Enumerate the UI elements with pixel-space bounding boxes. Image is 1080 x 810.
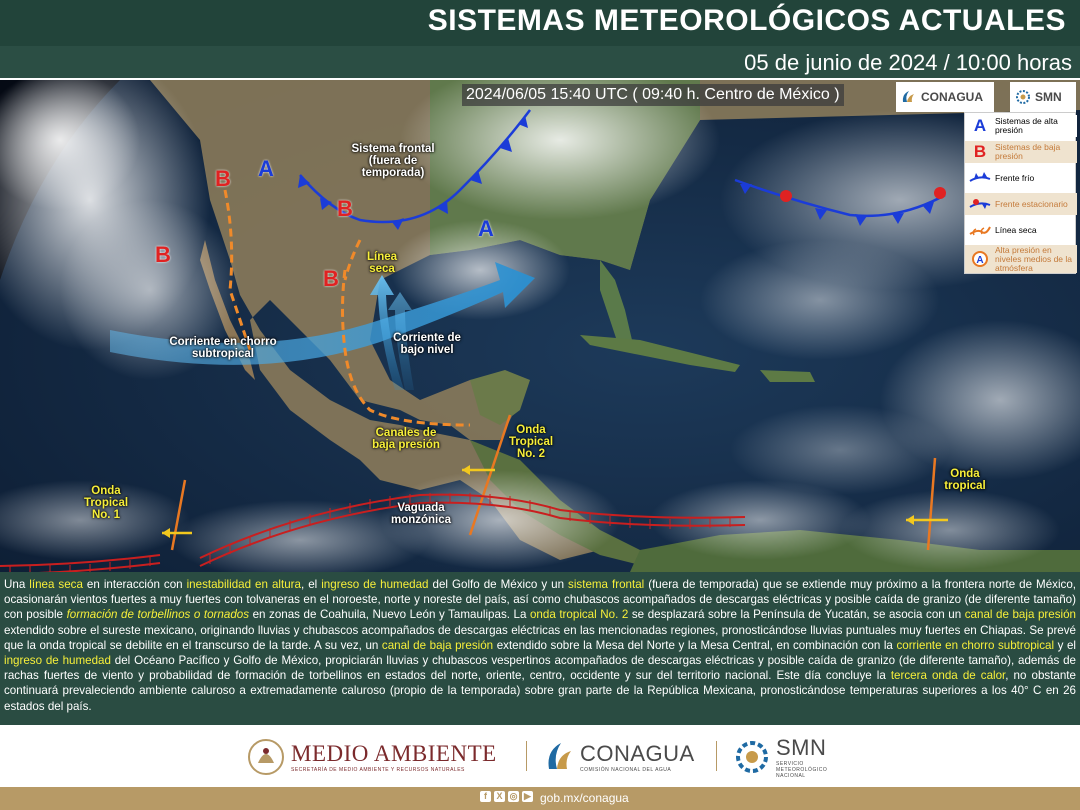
map-legend: [964, 112, 1076, 274]
legend-label: Frente estacionario: [995, 198, 1068, 209]
legend-label: Alta presión en niveles medios de la atmósfera: [995, 244, 1073, 273]
conagua-icon: [900, 88, 918, 106]
divider: [526, 741, 527, 771]
smn-logo-top: [1010, 82, 1076, 112]
page-title: SISTEMAS METEOROLÓGICOS ACTUALES: [427, 4, 1066, 37]
header-bar: [0, 0, 1080, 46]
smn-logo: [733, 737, 836, 777]
conagua-logo: [543, 737, 695, 777]
desc-text: se desplazará sobre la Península de Yucatán, se asocia con un: [628, 608, 965, 622]
conagua-subtext: COMISIÓN NACIONAL DEL AGUA: [580, 767, 672, 773]
medio-ambiente-subtext: SECRETARÍA DE MEDIO AMBIENTE Y RECURSOS NATURALES: [291, 767, 465, 773]
desc-highlight: tercera onda de calor: [890, 669, 1006, 683]
conagua-logo-text: CONAGUA: [921, 90, 983, 104]
label-tropical-wave-atlantic: Onda tropical: [944, 468, 986, 492]
footer-bar: [0, 787, 1080, 810]
svg-text:A: A: [976, 255, 984, 266]
desc-highlight: canal de baja presión: [964, 608, 1076, 622]
legend-item-high: [965, 115, 1077, 137]
desc-highlight: corriente en chorro subtropical: [896, 638, 1055, 652]
smn-icon: [733, 738, 771, 776]
legend-label: Frente frío: [995, 172, 1035, 183]
map-graphic: [0, 80, 1080, 572]
legend-item-upper-high: [965, 245, 1077, 273]
legend-label: Línea seca: [995, 224, 1037, 235]
conagua-logo-top: [896, 82, 994, 112]
legend-item-dry-line: [965, 219, 1077, 241]
desc-text: , no obstante continuará prevaleciendo ambiente caluroso a extremadamente caluroso (propio de la temporada) sobre gran parte de la República Mexicana, pronosticándose temperaturas superiores a los 40° C en 26 estados del país.: [4, 669, 1076, 713]
high-pressure-letter: A: [478, 216, 494, 241]
label-subtropical-jet: Corriente en chorro subtropical: [169, 336, 277, 360]
high-pressure-letter: A: [258, 156, 274, 181]
legend-item-stationary-front: [965, 193, 1077, 215]
low-pressure-letter: B: [337, 196, 353, 221]
label-tropical-wave-2: Onda Tropical No. 2: [508, 424, 554, 460]
youtube-icon[interactable]: ▶: [522, 791, 533, 802]
smn-logo-text: SMN: [1035, 90, 1062, 104]
medio-ambiente-text: MEDIO AMBIENTE: [291, 741, 497, 766]
desc-highlight: onda tropical No. 2: [529, 608, 629, 622]
legend-label: Sistemas de alta presión: [995, 116, 1058, 135]
label-frontal-system: Sistema frontal (fuera de temporada): [351, 143, 435, 179]
desc-text: del Golfo de México y un: [428, 578, 569, 591]
cold-front-icon: [965, 167, 995, 189]
upper-high-icon: [965, 248, 995, 270]
low-pressure-letter: B: [323, 266, 339, 291]
desc-text: extendido sobre la Mesa del Norte y la Mesa Central, en combinación con la: [493, 638, 897, 652]
conagua-text: CONAGUA: [580, 741, 695, 766]
desc-text: en zonas de Coahuila, Nuevo León y Tamaulipas. La: [249, 608, 530, 622]
legend-label: Sistemas de baja presión: [995, 142, 1061, 161]
divider: [716, 741, 717, 771]
conagua-icon: [543, 739, 575, 775]
desc-highlight: sistema frontal: [568, 578, 645, 591]
desc-highlight: formación de torbellinos o tornados: [66, 608, 250, 622]
desc-highlight: canal de baja presión: [381, 638, 494, 652]
dry-line-icon: [965, 219, 995, 241]
desc-highlight: ingreso de humedad: [4, 654, 111, 668]
facebook-icon[interactable]: f: [480, 791, 491, 802]
desc-text: extendido sobre el sureste mexicano, originando lluvias y chubascos acompañados de descargas eléctricas en las mencionadas regiones, pronosticándose lluvias puntuales muy fuertes en Chiapas. Se prevé que la onda tropical se debilite en el transcurso de la tarde. A su vez, un: [4, 623, 1076, 652]
desc-text: Una: [4, 578, 30, 591]
legend-item-cold-front: [965, 167, 1077, 189]
legend-item-low: [965, 141, 1077, 163]
smn-icon: [1014, 88, 1032, 106]
satellite-timestamp: 2024/06/05 15:40 UTC ( 09:40 h. Centro de México ): [462, 84, 844, 106]
label-monsoon-trough: Vaguada monzónica: [390, 502, 452, 526]
low-pressure-symbol: B: [973, 142, 987, 161]
forecast-description: [0, 572, 1080, 725]
label-low-pressure-channels: Canales de baja presión: [372, 427, 440, 451]
high-pressure-symbol: A: [973, 116, 987, 135]
desc-highlight: inestabilidad en altura: [186, 578, 301, 591]
smn-text: SMN: [776, 735, 827, 760]
label-low-level-jet: Corriente de bajo nivel: [393, 332, 461, 356]
desc-text: (fuera de temporada) que se extiende muy próximo a la frontera norte de México, ocasionarán vientos fuertes a muy fuertes con tolvaneras en el noroeste, norte y noreste del país, así como chubascos acompañados de descargas eléctricas y posible caída de granizo (de diferente tamaño) con posible: [4, 578, 1076, 622]
label-dry-line: Línea seca: [366, 251, 398, 275]
instagram-icon[interactable]: ◎: [509, 791, 518, 801]
low-pressure-letter: B: [155, 242, 171, 267]
footer-logos: [0, 725, 1080, 787]
desc-highlight: ingreso de humedad: [321, 578, 429, 591]
label-tropical-wave-1: Onda Tropical No. 1: [83, 485, 129, 521]
social-icons: [480, 791, 533, 802]
x-icon[interactable]: X: [494, 791, 505, 802]
stationary-front-icon: [965, 193, 995, 215]
low-pressure-letter: B: [215, 166, 231, 191]
smn-subtext: SERVICIO METEOROLÓGICO NACIONAL: [776, 761, 828, 779]
desc-highlight: línea seca: [29, 578, 83, 591]
desc-text: del Océano Pacífico y Golfo de México, propiciarán lluvias y chubascos vespertinos acompañados de descargas eléctricas y posible caída de granizo (de diferente tamaño), además de rachas fuertes de viento y probabilidad de formación de torbellinos en estados del norte, oriente, centro, occidente y sur del territorio nacional. Este día concluye la: [4, 654, 1077, 683]
medio-ambiente-logo: [246, 737, 497, 777]
date-time: 05 de junio de 2024 / 10:00 horas: [744, 50, 1072, 75]
website-link[interactable]: gob.mx/conagua: [540, 791, 629, 805]
desc-text: y el: [1054, 638, 1076, 652]
desc-text: , el: [300, 578, 322, 591]
date-bar: [0, 46, 1080, 78]
desc-text: en interacción con: [82, 578, 187, 591]
satellite-map: [0, 80, 1080, 572]
coat-of-arms-icon: [246, 737, 286, 777]
